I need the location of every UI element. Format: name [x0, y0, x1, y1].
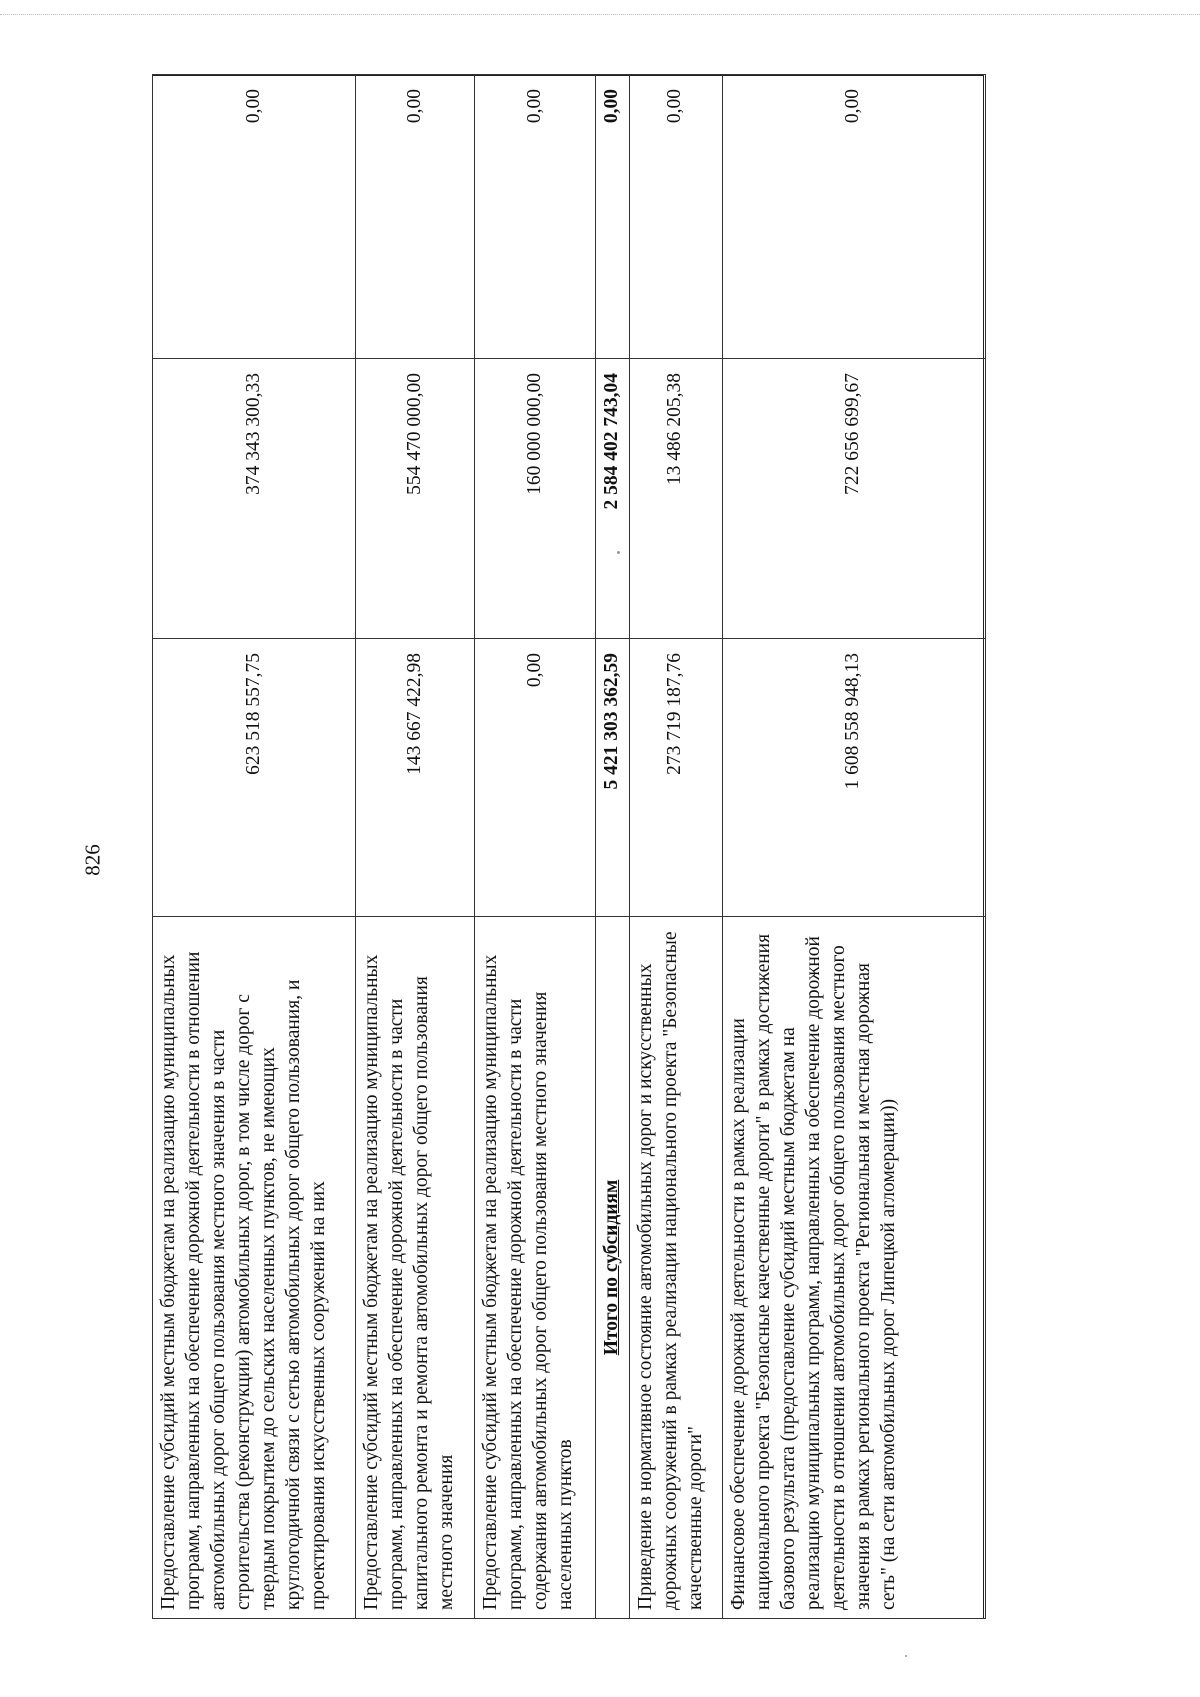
row-description: Предоставление субсидий местным бюджетам на реализацию муниципальных программ, направленных на обеспечение дорожной деятельности в части содержания автомобильных дорог общего пользования местного значения населенных пунктов: [475, 917, 596, 1619]
value-col-3: 0,00: [722, 75, 985, 359]
total-row: [596, 75, 630, 1619]
row-description: Финансовое обеспечение дорожной деятельности в рамках реализации национального проекта "Безопасные качественные дороги" в рамках достижения базового результата (предоставление субсидий местным бюджетам на реализацию муниципальных программ, направленных на обеспечение дорожной деятельности в отношении автомобильных дорог общего пользования местного значения в рамках регионального проекта "Региональная и местная дорожная сеть" (на сети автомобильных дорог Липецкой агломерации)): [722, 917, 985, 1619]
value-col-1: 623 518 557,75: [153, 639, 356, 917]
total-col-2: 2 584 402 743,04: [596, 359, 630, 639]
value-col-1: 143 667 422,98: [356, 639, 475, 917]
rotated-table-wrapper: [152, 75, 984, 1619]
table-row: [629, 75, 722, 1619]
scan-edge-line: [0, 14, 1200, 15]
row-description: Предоставление субсидий местным бюджетам на реализацию муниципальных программ, направленных на обеспечение дорожной деятельности в отношении автомобильных дорог общего пользования местного значения в части строительства (реконструкции) автомобильных дорог, в том числе дорог с твердым покрытием до сельских населенных пунктов, не имеющих круглогодичной связи с сетью автомобильных дорог общего пользования, и проектирования искусственных сооружений на них: [153, 917, 356, 1619]
total-col-1: 5 421 303 362,59: [596, 639, 630, 917]
value-col-3: 0,00: [475, 75, 596, 359]
page-number: 826: [80, 844, 105, 876]
value-col-3: 0,00: [629, 75, 722, 359]
table-row: [153, 75, 356, 1619]
subsidy-table-frame: [152, 75, 984, 1619]
value-col-1: 273 719 187,76: [629, 639, 722, 917]
value-col-2: 554 470 000,00: [356, 359, 475, 639]
table-row: [722, 75, 985, 1619]
total-label: Итого по субсидиям: [596, 917, 630, 1619]
value-col-1: 0,00: [475, 639, 596, 917]
row-description: Предоставление субсидий местным бюджетам на реализацию муниципальных программ, направленных на обеспечение дорожной деятельности в части капитального ремонта и ремонта автомобильных дорог общего пользования местного значения: [356, 917, 475, 1619]
row-description: Приведение в нормативное состояние автомобильных дорог и искусственных дорожных сооружений в рамках реализации национального проекта "Безопасные качественные дороги": [629, 917, 722, 1619]
value-col-3: 0,00: [356, 75, 475, 359]
value-col-3: 0,00: [153, 75, 356, 359]
value-col-2: 13 486 205,38: [629, 359, 722, 639]
total-col-3: 0,00: [596, 75, 630, 359]
value-col-2: 374 343 300,33: [153, 359, 356, 639]
value-col-2: 160 000 000,00: [475, 359, 596, 639]
value-col-1: 1 608 558 948,13: [722, 639, 985, 917]
table-row: [356, 75, 475, 1619]
value-col-2: 722 656 699,67: [722, 359, 985, 639]
scan-speck: [905, 1655, 907, 1657]
subsidy-table: [152, 74, 986, 1619]
table-row: [475, 75, 596, 1619]
